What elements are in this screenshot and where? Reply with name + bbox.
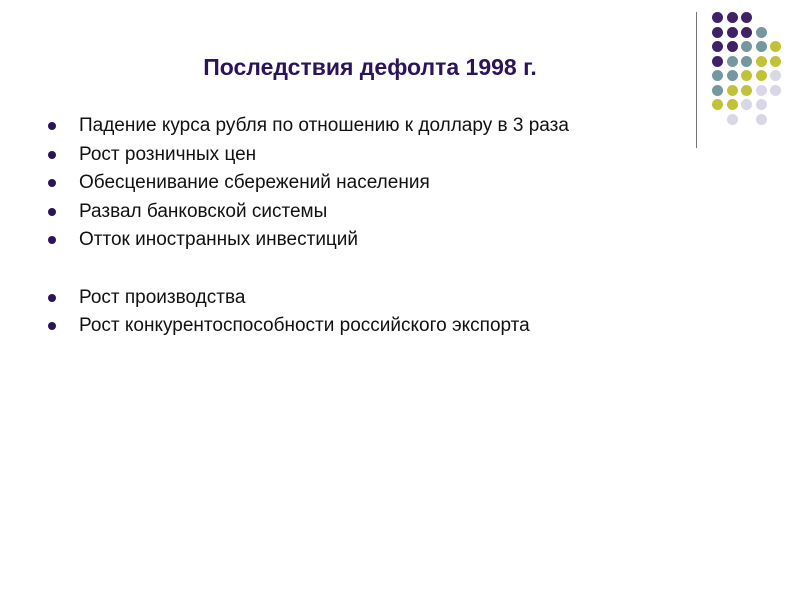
decorative-dot bbox=[770, 70, 781, 81]
decorative-dot bbox=[741, 70, 752, 81]
bullet-dot-icon bbox=[48, 236, 56, 244]
bullet-dot-icon bbox=[48, 294, 56, 302]
decorative-dot bbox=[727, 114, 738, 125]
decorative-dot bbox=[756, 27, 767, 38]
bullet-item bbox=[48, 312, 688, 341]
bullet-item bbox=[48, 112, 688, 141]
bullet-list bbox=[48, 112, 688, 341]
list-spacer bbox=[48, 255, 688, 284]
bullet-item bbox=[48, 226, 688, 255]
bullet-text: Отток иностранных инвестиций bbox=[79, 229, 359, 250]
decorative-dot bbox=[741, 27, 752, 38]
decorative-dot bbox=[741, 12, 752, 23]
bullet-item bbox=[48, 169, 688, 198]
decorative-dot bbox=[756, 99, 767, 110]
decorative-dot bbox=[770, 85, 781, 96]
decorative-dot bbox=[756, 41, 767, 52]
decorative-dot bbox=[741, 56, 752, 67]
bullet-item bbox=[48, 284, 688, 313]
decorative-dot bbox=[712, 41, 723, 52]
bullet-item bbox=[48, 141, 688, 170]
decorative-dot bbox=[727, 99, 738, 110]
slide-title: Последствия дефолта 1998 г. bbox=[203, 54, 537, 80]
decorative-dot bbox=[741, 41, 752, 52]
bullet-dot-icon bbox=[48, 322, 56, 330]
decorative-dot bbox=[712, 85, 723, 96]
bullet-text: Рост розничных цен bbox=[79, 143, 257, 165]
decorative-dot bbox=[756, 56, 767, 67]
decorative-dot bbox=[727, 12, 738, 23]
decorative-dot bbox=[712, 99, 723, 110]
bullet-dot-icon bbox=[48, 151, 56, 159]
bullet-text: Развал банковской системы bbox=[79, 200, 328, 222]
bullet-text: Обесценивание сбережений населения bbox=[79, 172, 430, 193]
decorative-dot bbox=[727, 85, 738, 96]
decorative-dot bbox=[727, 27, 738, 38]
decorative-dot bbox=[770, 41, 781, 52]
decorative-dot bbox=[756, 70, 767, 81]
decorative-dot bbox=[712, 27, 723, 38]
decorative-dot bbox=[741, 99, 752, 110]
decorative-dot bbox=[756, 85, 767, 96]
decorative-dot bbox=[727, 41, 738, 52]
bullet-dot-icon bbox=[48, 179, 56, 187]
bullet-item bbox=[48, 198, 688, 227]
decorative-dot bbox=[756, 114, 767, 125]
bullet-text: Рост конкурентоспособности российского экспорта bbox=[79, 315, 530, 336]
bullet-text: Рост производства bbox=[79, 286, 246, 308]
decorative-dot bbox=[712, 12, 723, 23]
decorative-dot bbox=[770, 56, 781, 67]
bullet-dot-icon bbox=[48, 208, 56, 216]
decorative-dot bbox=[741, 85, 752, 96]
bullet-text: Падение курса рубля по отношению к доллару в 3 раза bbox=[79, 115, 569, 136]
bullet-dot-icon bbox=[48, 122, 56, 130]
